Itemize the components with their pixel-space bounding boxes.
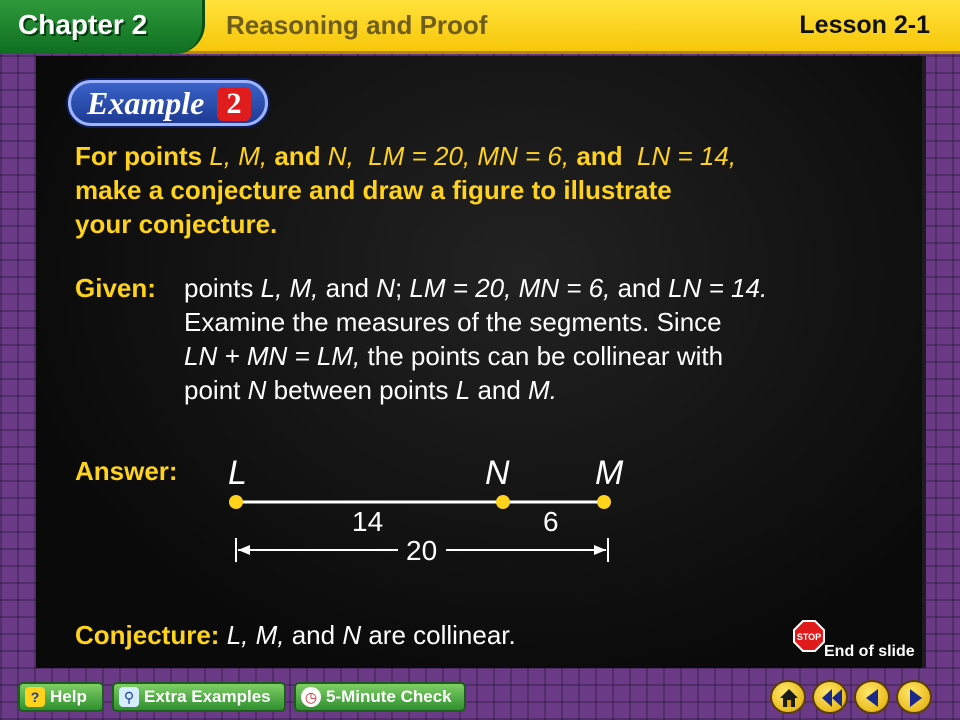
home-button[interactable] <box>770 680 806 714</box>
given-text: the points can be collinear with <box>360 341 724 371</box>
stop-sign-icon[interactable] <box>793 620 825 652</box>
point-n-dot <box>496 495 510 509</box>
problem-math: LN = 14, <box>637 141 737 171</box>
five-minute-check-label: 5-Minute Check <box>326 687 452 706</box>
header-bar <box>0 0 960 54</box>
given-text: and <box>470 375 529 405</box>
point-l-dot <box>229 495 243 509</box>
problem-math: LM = 20, MN = 6, <box>368 141 570 171</box>
total-length: 20 <box>406 535 438 566</box>
dimension-arrow-left <box>238 545 250 555</box>
given-line-4 <box>184 373 767 407</box>
lesson-label: Lesson 2-1 <box>799 11 930 39</box>
home-icon <box>779 688 799 708</box>
conjecture-math: L, M, <box>226 620 285 650</box>
header-title: Reasoning and Proof <box>226 10 488 40</box>
given-math: LM = 20, MN = 6, <box>409 273 611 303</box>
problem-math: N, <box>327 141 354 171</box>
previous-slide-button[interactable] <box>854 680 890 714</box>
problem-text: and <box>267 141 328 171</box>
problem-text: and <box>569 141 630 171</box>
conjecture-math: N <box>342 620 362 650</box>
help-button-label: Help <box>50 687 87 706</box>
given-math: N <box>376 273 396 303</box>
chapter-label: Chapter 2 <box>0 0 205 54</box>
given-line-1 <box>184 271 767 305</box>
given-line-2: Examine the measures of the segments. Since <box>184 307 722 337</box>
problem-line-2: make a conjecture and draw a figure to illustrate <box>75 175 672 205</box>
conjecture-statement <box>75 618 516 652</box>
segment-ln-length: 14 <box>352 506 384 537</box>
end-of-slide-link[interactable]: End of slide <box>824 643 915 660</box>
given-line-3 <box>184 339 767 373</box>
double-back-arrow-icon <box>821 688 843 708</box>
conjecture-text: and <box>284 620 343 650</box>
collinear-points-figure <box>200 440 640 570</box>
given-body <box>184 271 767 407</box>
given-text: point <box>184 375 248 405</box>
five-minute-check-button[interactable] <box>294 682 466 712</box>
given-math: L <box>455 375 471 405</box>
clock-icon: ◷ <box>301 687 321 707</box>
given-math: M. <box>528 375 557 405</box>
back-arrow-icon <box>863 688 883 708</box>
example-badge <box>68 80 268 126</box>
example-number: 2 <box>217 87 251 121</box>
point-label-n: N <box>485 454 510 492</box>
problem-text: For points <box>75 141 210 171</box>
extra-examples-label: Extra Examples <box>144 687 271 706</box>
given-text: and <box>318 273 377 303</box>
extra-examples-button[interactable] <box>112 682 286 712</box>
segment-nm-length: 6 <box>543 506 559 537</box>
problem-statement <box>75 139 736 241</box>
magnifier-icon: ⚲ <box>119 687 139 707</box>
answer-label: Answer: <box>75 456 178 486</box>
example-label: Example <box>87 85 205 121</box>
question-mark-icon: ? <box>25 687 45 707</box>
conjecture-text <box>219 620 226 650</box>
problem-math: L, M, <box>209 141 268 171</box>
given-text: between points <box>266 375 456 405</box>
given-text: ; <box>395 273 410 303</box>
previous-section-button[interactable] <box>812 680 848 714</box>
conjecture-text: are collinear. <box>361 620 516 650</box>
help-button[interactable] <box>18 682 104 712</box>
given-math: N <box>247 375 267 405</box>
next-slide-button[interactable] <box>896 680 932 714</box>
given-text: and <box>610 273 669 303</box>
given-label: Given: <box>75 273 156 303</box>
stop-sign-text: STOP <box>796 632 822 642</box>
conjecture-label: Conjecture: <box>75 620 220 650</box>
point-label-m: M <box>595 454 624 492</box>
given-math: L, M, <box>260 273 319 303</box>
problem-line-1 <box>75 139 736 173</box>
point-label-l: L <box>228 454 247 492</box>
point-m-dot <box>597 495 611 509</box>
forward-arrow-icon <box>905 688 925 708</box>
given-math: LN = 14. <box>668 273 768 303</box>
dimension-arrow-right <box>594 545 606 555</box>
given-text: points <box>184 273 261 303</box>
given-math: LN + MN = LM, <box>184 341 361 371</box>
problem-line-3: your conjecture. <box>75 209 278 239</box>
